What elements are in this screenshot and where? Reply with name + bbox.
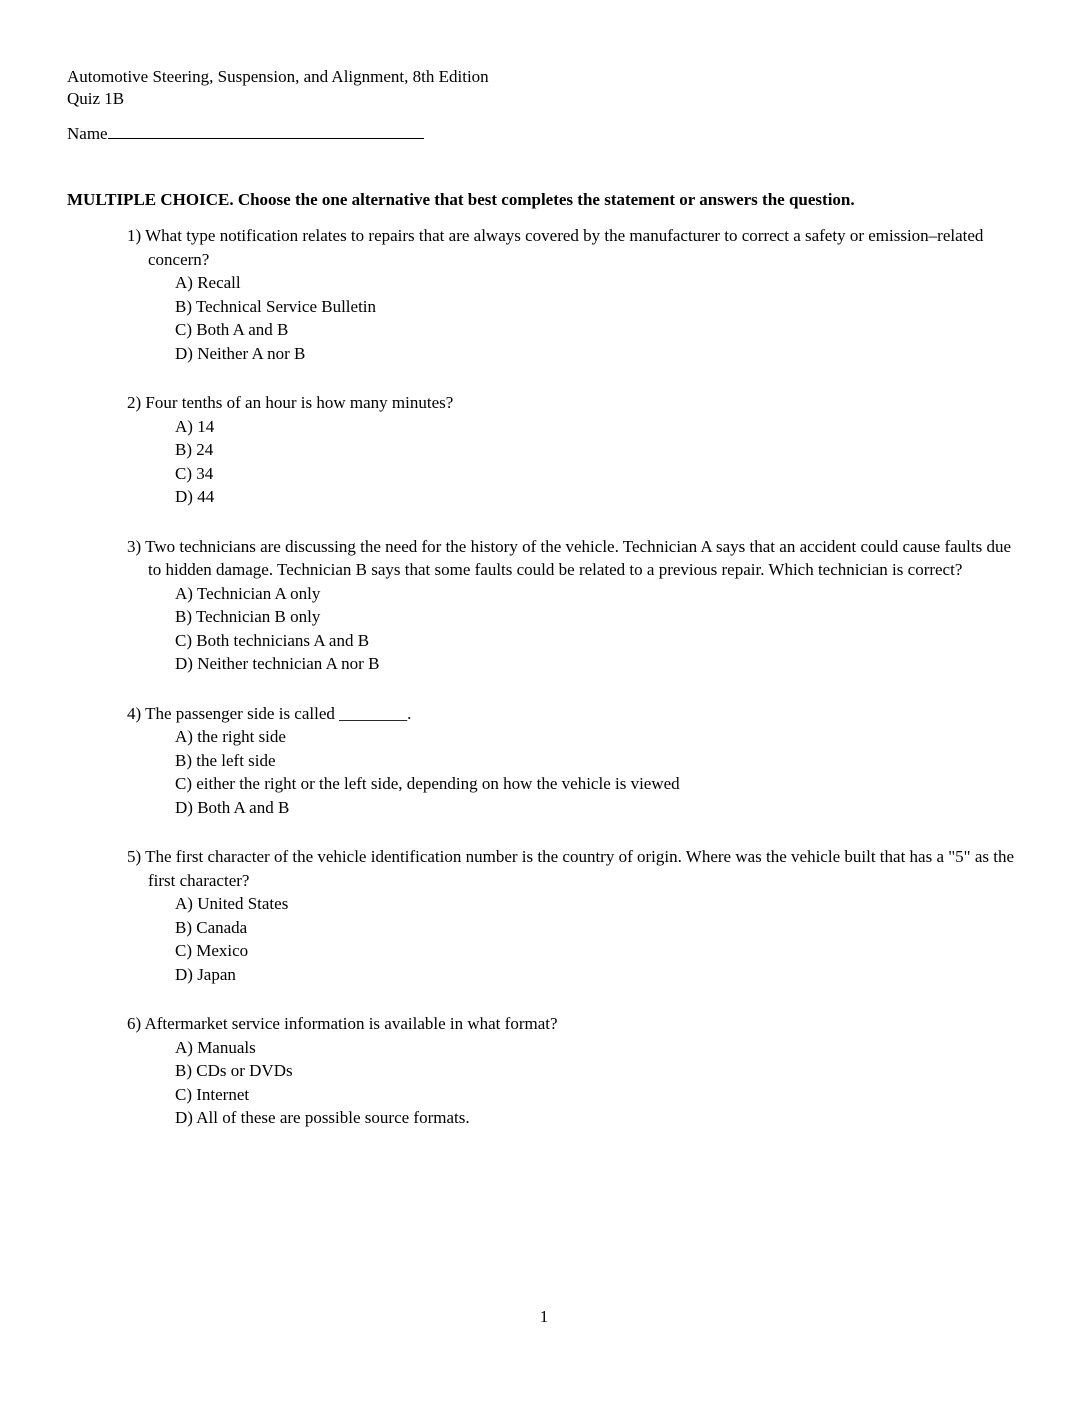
- option: D) Neither A nor B: [175, 343, 306, 363]
- question-6: [67, 1012, 1028, 1130]
- option: D) All of these are possible source formats.: [175, 1108, 470, 1127]
- question-4: [67, 702, 1028, 820]
- name-label: Name: [67, 124, 108, 143]
- question-number: 1): [127, 226, 142, 245]
- name-row: [67, 123, 1028, 145]
- document-title: Automotive Steering, Suspension, and Alignment, 8th Edition: [67, 67, 489, 86]
- option: D) Neither technician A nor B: [175, 654, 380, 673]
- question-stem: [127, 224, 1028, 271]
- option: B) Technician B only: [175, 607, 321, 626]
- question-text: What type notification relates to repairs that are always covered by the manufacturer to correct a safety or emission–related concern?: [145, 226, 984, 269]
- option: C) either the right or the left side, depending on how the vehicle is viewed: [175, 774, 680, 793]
- option-list: [127, 582, 1028, 676]
- option-list: [127, 725, 1028, 819]
- option: A) Technician A only: [175, 583, 321, 603]
- option: B) Technical Service Bulletin: [175, 296, 377, 316]
- option: D) Japan: [175, 964, 236, 984]
- question-stem: [127, 535, 1028, 582]
- option: D) 44: [175, 487, 215, 506]
- question-3: [67, 535, 1028, 676]
- question-text: Four tenths of an hour is how many minutes?: [145, 393, 454, 412]
- option-list: [127, 271, 1028, 365]
- option: A) the right side: [175, 727, 286, 746]
- option: C) Internet: [175, 1084, 250, 1104]
- question-number: 2): [127, 393, 142, 412]
- document-header: [67, 66, 1028, 110]
- question-5: [67, 845, 1028, 986]
- question-number: 4): [127, 703, 142, 723]
- question-text: The first character of the vehicle identification number is the country of origin. Where was the vehicle built that has a "5" as the first character?: [145, 847, 1015, 890]
- quiz-number: Quiz 1B: [67, 89, 125, 108]
- question-1: [67, 224, 1028, 365]
- question-2: [67, 391, 1028, 509]
- option: D) Both A and B: [175, 797, 290, 817]
- instructions: MULTIPLE CHOICE. Choose the one alternative that best completes the statement or answers the question.: [67, 190, 855, 209]
- name-blank-line: [108, 124, 424, 139]
- question-number: 3): [127, 536, 142, 556]
- question-list: [67, 224, 1028, 1130]
- question-stem: [127, 702, 1028, 726]
- option: C) Mexico: [175, 941, 249, 960]
- question-stem: [127, 1012, 1028, 1036]
- option: B) the left side: [175, 750, 276, 770]
- option: A) 14: [175, 416, 215, 436]
- option: A) United States: [175, 894, 289, 913]
- page-number: 1: [539, 1307, 549, 1326]
- option: C) Both A and B: [175, 320, 289, 339]
- option: A) Manuals: [175, 1037, 256, 1057]
- question-number: 5): [127, 847, 142, 866]
- question-text: Aftermarket service information is available in what format?: [144, 1014, 558, 1033]
- option-list: [127, 892, 1028, 986]
- option: B) Canada: [175, 917, 248, 937]
- question-stem: [127, 391, 1028, 415]
- option: C) 34: [175, 463, 214, 483]
- option: C) Both technicians A and B: [175, 630, 370, 650]
- option: B) 24: [175, 440, 214, 459]
- question-stem: [127, 845, 1028, 892]
- question-number: 6): [127, 1014, 142, 1033]
- question-text: Two technicians are discussing the need for the history of the vehicle. Technician A says that an accident could cause faults due to hidden damage. Technician B says that some faults could be related to a previous repair. Which technician is correct?: [145, 536, 1012, 579]
- option: A) Recall: [175, 273, 241, 292]
- question-text: The passenger side is called ________.: [145, 703, 412, 723]
- option-list: [127, 415, 1028, 509]
- option-list: [127, 1036, 1028, 1130]
- option: B) CDs or DVDs: [175, 1061, 293, 1080]
